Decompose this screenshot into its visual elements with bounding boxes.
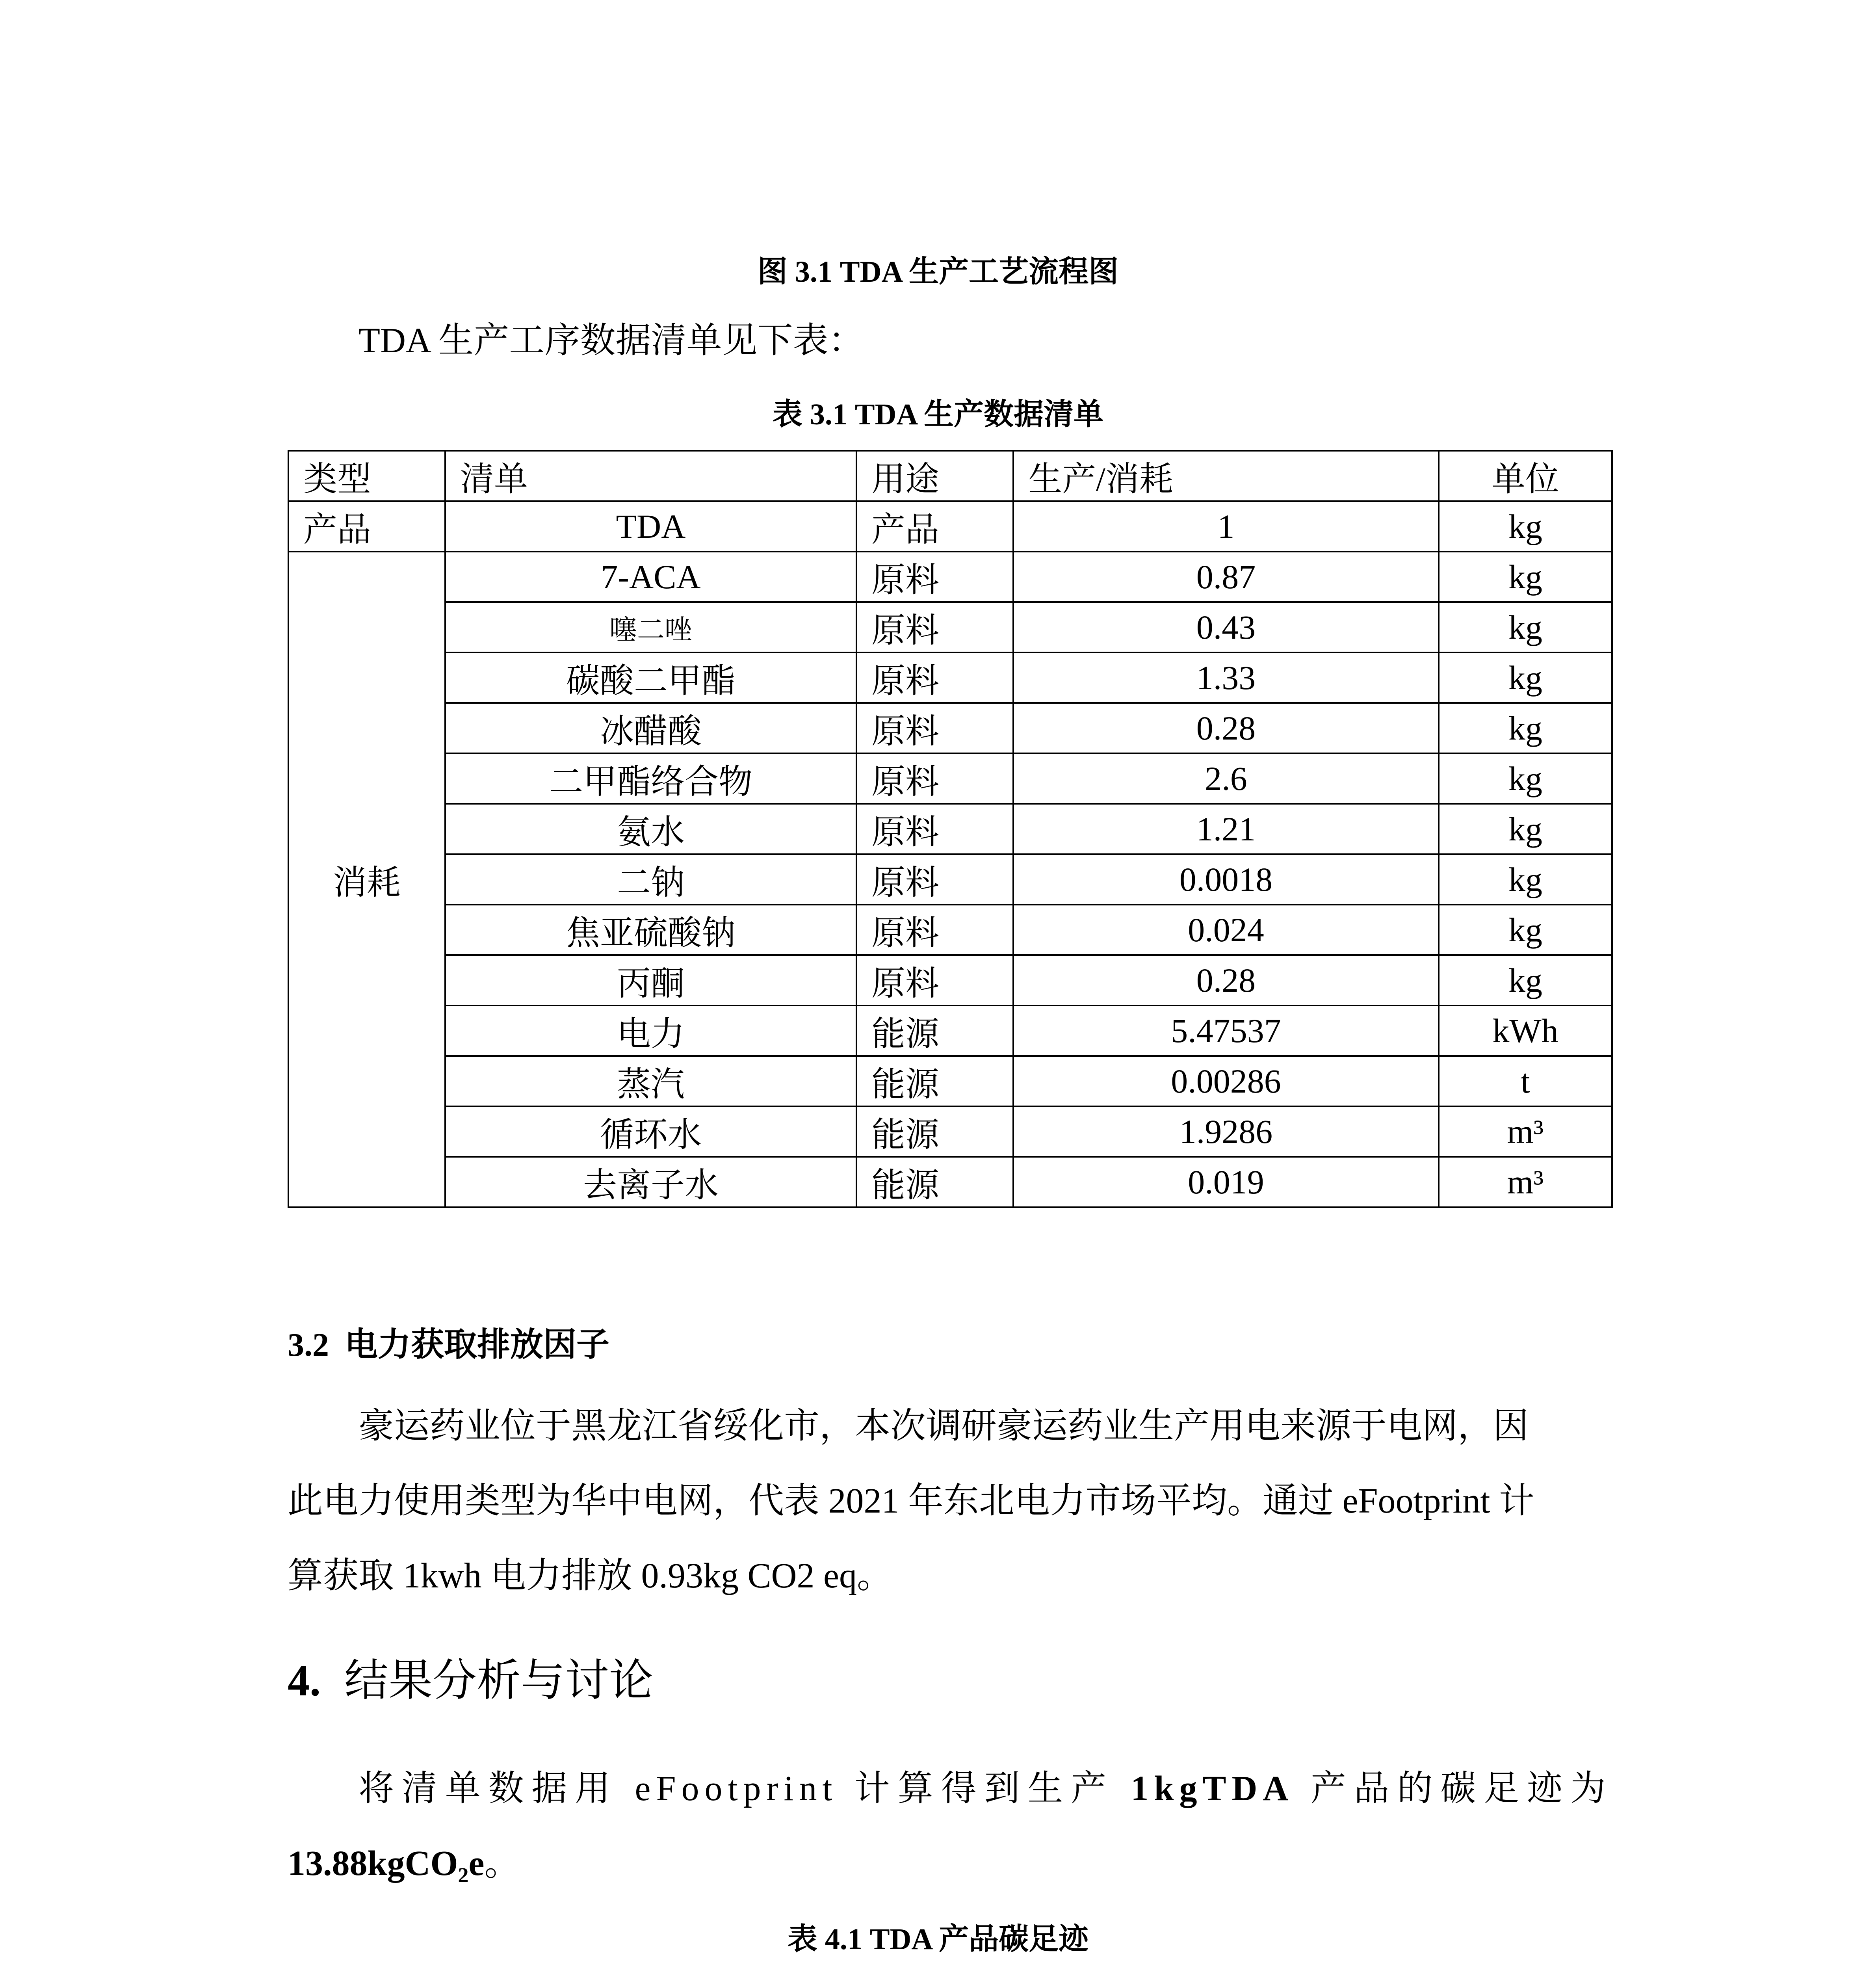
- cell-unit: m³: [1439, 1157, 1612, 1207]
- section-number: 3.2: [288, 1327, 329, 1363]
- cell-use: 原料: [856, 854, 1013, 905]
- cell-unit: t: [1439, 1056, 1612, 1106]
- section-title: 结果分析与讨论: [344, 1656, 653, 1705]
- table-row: [288, 602, 1612, 652]
- cell-item: TDA: [445, 501, 856, 552]
- cell-use: 能源: [856, 1005, 1013, 1056]
- cell-use: 原料: [856, 955, 1013, 1005]
- table-row: [288, 652, 1612, 703]
- table1-caption: 表 3.1 TDA 生产数据清单: [772, 398, 1104, 431]
- cell-item: 碳酸二甲酯: [445, 652, 856, 703]
- result-paragraph-end: [288, 1826, 1611, 1901]
- cell-amount: 0.28: [1013, 703, 1439, 753]
- header-type: 类型: [288, 451, 445, 501]
- cell-item: 二钠: [445, 854, 856, 905]
- cell-use: 原料: [856, 602, 1013, 652]
- header-item: 清单: [445, 451, 856, 501]
- cell-item: 氨水: [445, 804, 856, 854]
- figure-caption: 图 3.1 TDA 生产工艺流程图: [757, 255, 1119, 288]
- table-row: [288, 955, 1612, 1005]
- table-row: [288, 703, 1612, 753]
- cell-use: 原料: [856, 804, 1013, 854]
- cell-item: 焦亚硫酸钠: [445, 905, 856, 955]
- result-product: 1kgTDA: [1131, 1769, 1294, 1808]
- cell-item: 冰醋酸: [445, 703, 856, 753]
- cell-use: 原料: [856, 905, 1013, 955]
- section-3-2-line-3: 算获取 1kwh 电力排放 0.93kg CO2 eq。: [288, 1556, 892, 1595]
- section-3-2-line-1: 豪运药业位于黑龙江省绥化市，本次调研豪运药业生产用电来源于电网，因: [358, 1407, 1529, 1446]
- result-text: 产品的碳足迹为: [1294, 1769, 1612, 1808]
- table-row: [288, 1005, 1612, 1056]
- cell-amount: 1.9286: [1013, 1106, 1439, 1157]
- cell-type: 产品: [288, 501, 445, 552]
- cell-use: 原料: [856, 703, 1013, 753]
- cell-amount: 0.87: [1013, 552, 1439, 602]
- cell-amount: 1.33: [1013, 652, 1439, 703]
- cell-amount: 1.21: [1013, 804, 1439, 854]
- cell-unit: kg: [1439, 753, 1612, 804]
- cell-type: 消耗: [288, 552, 445, 1207]
- cell-item: 噻二唑: [445, 602, 856, 652]
- section-number: 4.: [288, 1656, 321, 1705]
- section-3-2-line-2: 此电力使用类型为华中电网，代表 2021 年东北电力市场平均。通过 eFootprint 计: [288, 1481, 1534, 1520]
- cell-use: 能源: [856, 1106, 1013, 1157]
- cell-amount: 0.43: [1013, 602, 1439, 652]
- cell-item: 循环水: [445, 1106, 856, 1157]
- table2-caption: 表 4.1 TDA 产品碳足迹: [787, 1923, 1089, 1956]
- table-row: [288, 753, 1612, 804]
- result-text: 将清单数据用 eFootprint 计算得到生产: [358, 1769, 1131, 1808]
- cell-use: 原料: [856, 753, 1013, 804]
- cell-item: 蒸汽: [445, 1056, 856, 1106]
- cell-amount: 0.00286: [1013, 1056, 1439, 1106]
- table-row: [288, 804, 1612, 854]
- cell-use: 原料: [856, 652, 1013, 703]
- cell-unit: kg: [1439, 905, 1612, 955]
- table-row: [288, 501, 1612, 552]
- table-row: [288, 1157, 1612, 1207]
- cell-amount: 2.6: [1013, 753, 1439, 804]
- cell-item: 丙酮: [445, 955, 856, 1005]
- cell-use: 原料: [856, 552, 1013, 602]
- intro-text: TDA 生产工序数据清单见下表：: [358, 321, 864, 360]
- cell-unit: kg: [1439, 602, 1612, 652]
- header-amount: 生产/消耗: [1013, 451, 1439, 501]
- production-data-table: [288, 450, 1613, 1208]
- cell-use: 产品: [856, 501, 1013, 552]
- header-unit: 单位: [1439, 451, 1612, 501]
- cell-amount: 0.0018: [1013, 854, 1439, 905]
- cell-unit: kg: [1439, 552, 1612, 602]
- result-value: 13.88kgCO₂e: [288, 1844, 485, 1883]
- cell-unit: kg: [1439, 804, 1612, 854]
- cell-amount: 0.28: [1013, 955, 1439, 1005]
- cell-item: 去离子水: [445, 1157, 856, 1207]
- section-3-2-heading: [288, 1318, 609, 1366]
- cell-unit: kg: [1439, 854, 1612, 905]
- table-row: [288, 905, 1612, 955]
- cell-amount: 5.47537: [1013, 1005, 1439, 1056]
- cell-unit: kg: [1439, 955, 1612, 1005]
- cell-amount: 1: [1013, 501, 1439, 552]
- header-use: 用途: [856, 451, 1013, 501]
- section-4-heading: [288, 1645, 653, 1708]
- cell-use: 能源: [856, 1157, 1013, 1207]
- result-paragraph: [288, 1751, 1611, 1826]
- cell-item: 电力: [445, 1005, 856, 1056]
- cell-unit: kg: [1439, 652, 1612, 703]
- result-text: 。: [484, 1844, 520, 1883]
- cell-unit: kWh: [1439, 1005, 1612, 1056]
- table-row: [288, 1106, 1612, 1157]
- cell-unit: kg: [1439, 501, 1612, 552]
- cell-item: 二甲酯络合物: [445, 753, 856, 804]
- section-title: 电力获取排放因子: [345, 1327, 610, 1363]
- cell-unit: m³: [1439, 1106, 1612, 1157]
- cell-item: 7-ACA: [445, 552, 856, 602]
- table-row: [288, 854, 1612, 905]
- cell-amount: 0.024: [1013, 905, 1439, 955]
- cell-amount: 0.019: [1013, 1157, 1439, 1207]
- cell-use: 能源: [856, 1056, 1013, 1106]
- table-row: [288, 1056, 1612, 1106]
- table-row: [288, 552, 1612, 602]
- table-header-row: [288, 451, 1612, 501]
- cell-unit: kg: [1439, 703, 1612, 753]
